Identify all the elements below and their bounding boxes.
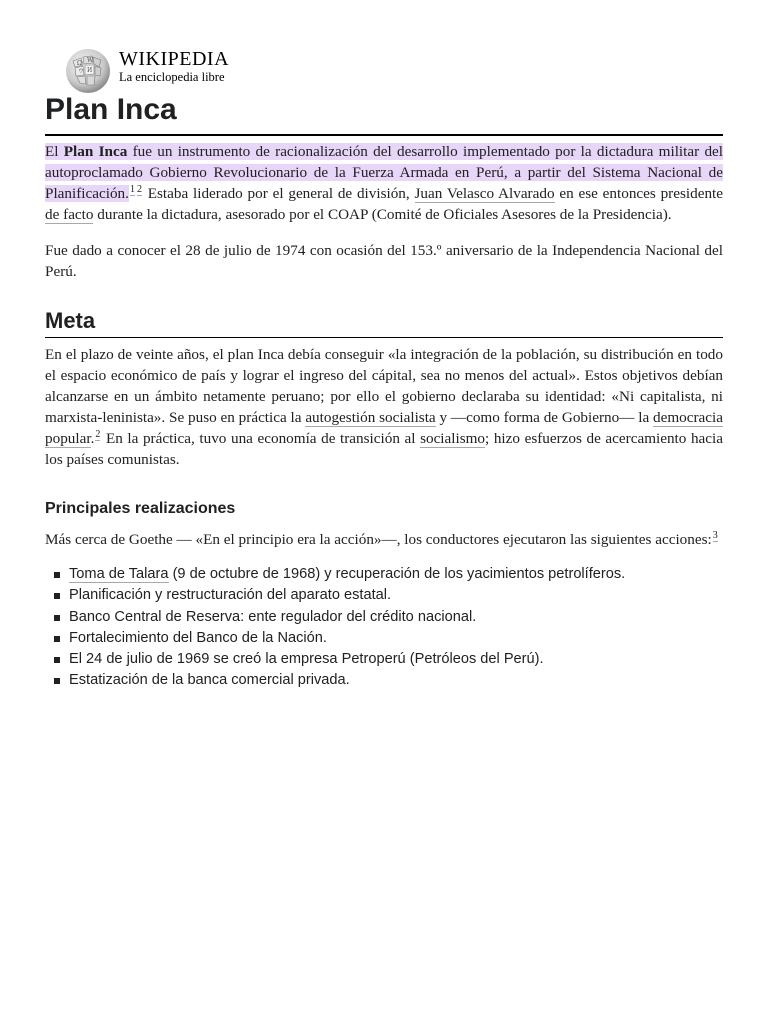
list-item: Fortalecimiento del Banco de la Nación. xyxy=(54,628,723,649)
link-socialismo[interactable]: socialismo xyxy=(420,430,486,447)
svg-text:ウ: ウ xyxy=(78,68,85,75)
list-item xyxy=(54,564,723,585)
intro-text-2: fue un instrumento de racionalización del desarrollo implementado por la dictadura militar del autoproclamado Gobierno Revolucionario de la Fuerza Armada en Perú, a partir del Sistema Nacional de Planificación. xyxy=(45,143,724,202)
link-autogestion-socialista[interactable]: autogestión socialista xyxy=(305,409,436,426)
intro-text-5: durante la dictadura, asesorado por el COAP (Comité de Oficiales Asesores de la Presidencia). xyxy=(93,206,672,223)
reference-meta[interactable] xyxy=(95,429,100,440)
section-heading-meta: Meta xyxy=(45,306,723,338)
page-title: Plan Inca xyxy=(45,88,723,136)
reference-3[interactable] xyxy=(713,530,718,541)
reference-3-link[interactable]: 3 xyxy=(712,529,718,541)
link-toma-de-talara[interactable]: Toma de Talara xyxy=(69,566,169,582)
meta-text-1: En el plazo de veinte años, el plan Inca debía conseguir «la integración de la población, su distribución en todo el espacio económico de país y lograr el ingreso del cápital, sea no menos del actual». Estos objetivos debían alcanzarse en un ámbito netamente peruano; por ello el gobierno declaraba su identidad: «Ni capitalista, ni marxista-leninista». Se puso en práctica la xyxy=(45,346,723,426)
link-de-facto[interactable]: de facto xyxy=(45,206,94,223)
meta-text-3: . xyxy=(90,430,95,447)
svg-text:Ω: Ω xyxy=(77,60,82,67)
reference-2-link[interactable]: 2 xyxy=(136,183,142,195)
meta-text-2: y —como forma de Gobierno— la xyxy=(435,409,653,426)
wikipedia-wordmark: WIKIPEDIA xyxy=(119,48,230,70)
list-item-text: (9 de octubre de 1968) y recuperación de los yacimientos petrolíferos. xyxy=(168,566,626,582)
wikipedia-tagline: La enciclopedia libre xyxy=(119,70,225,84)
intro-paragraph xyxy=(45,141,723,225)
link-juan-velasco-alvarado[interactable]: Juan Velasco Alvarado xyxy=(414,185,555,202)
meta-text-4: En la práctica, tuvo una economía de transición al xyxy=(101,430,421,447)
reference-meta-link[interactable]: 2 xyxy=(95,428,101,440)
meta-paragraph xyxy=(45,344,723,470)
list-item: Planificación y restructuración del aparato estatal. xyxy=(54,585,723,606)
article-body xyxy=(45,141,723,692)
realizaciones-intro xyxy=(45,529,723,550)
article-subject-bold: Plan Inca xyxy=(63,143,128,160)
list-item: El 24 de julio de 1969 se creó la empresa Petroperú (Petróleos del Perú). xyxy=(54,649,723,670)
svg-text:W: W xyxy=(87,57,94,64)
section-heading-realizaciones: Principales realizaciones xyxy=(45,500,236,517)
reference-2[interactable] xyxy=(137,184,142,195)
list-item: Estatización de la banca comercial privada. xyxy=(54,670,723,691)
intro-text-4: en ese entonces presidente xyxy=(554,185,724,202)
realizaciones-list xyxy=(45,564,723,692)
reference-1[interactable] xyxy=(130,184,135,195)
date-paragraph: Fue dado a conocer el 28 de julio de 1974 con ocasión del 153.º aniversario de la Independencia Nacional del Perú. xyxy=(45,242,723,280)
realizaciones-intro-text: Más cerca de Goethe — «En el principio era la acción»—, los conductores ejecutaron las siguientes acciones: xyxy=(45,531,712,548)
intro-text-3: Estaba liderado por el general de división, xyxy=(142,185,415,202)
intro-text-1: El xyxy=(45,143,64,160)
list-item: Banco Central de Reserva: ente regulador del crédito nacional. xyxy=(54,607,723,628)
reference-1-link[interactable]: 1 xyxy=(129,183,135,195)
link-democracia-popular[interactable]: democracia popular xyxy=(45,409,723,447)
svg-text:И: И xyxy=(87,67,93,74)
meta-text-5: ; hizo esfuerzos de acercamiento hacia los países comunistas. xyxy=(45,430,723,468)
